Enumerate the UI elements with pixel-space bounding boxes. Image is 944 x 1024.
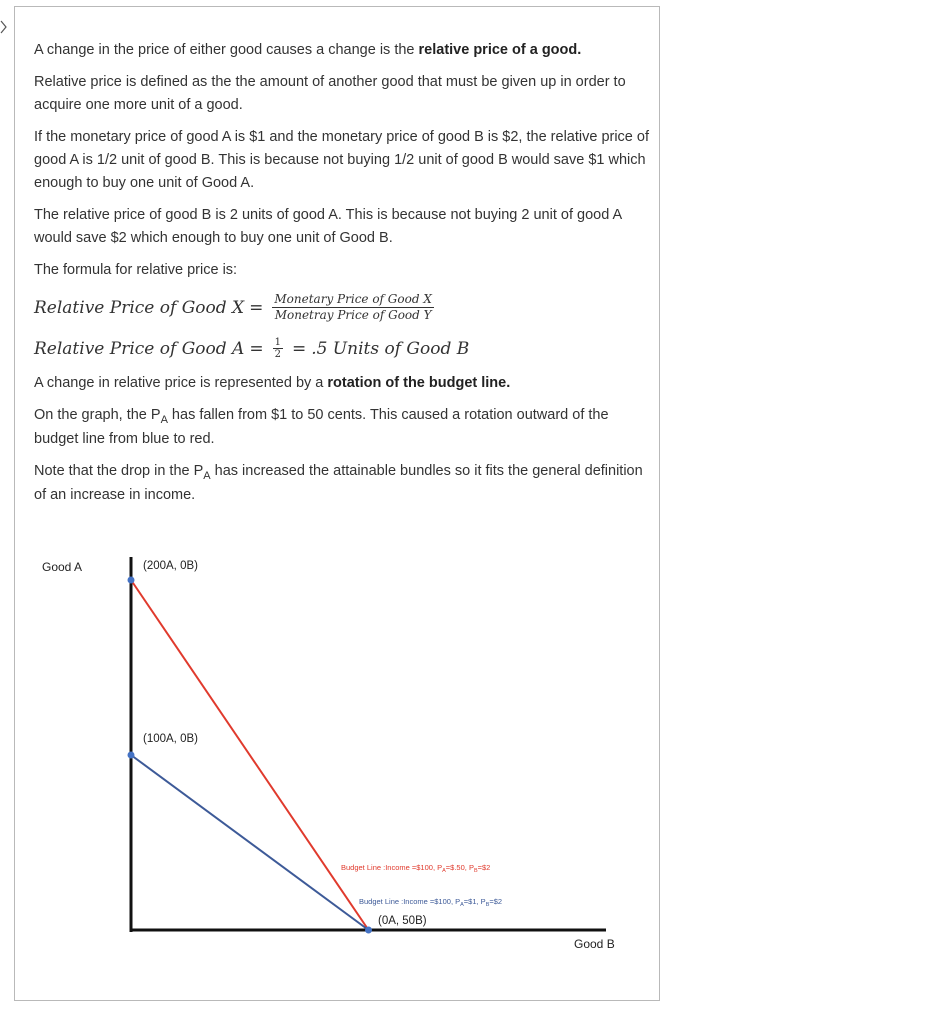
budget-line-red bbox=[131, 580, 369, 930]
chevron-right-icon bbox=[0, 20, 8, 34]
legend-blue-budget-line: Budget Line :Income =$100, $P_A=\$1$, $P_B=\$2$ bbox=[359, 897, 503, 908]
x-axis-label: Good B bbox=[574, 937, 615, 951]
paragraph-intro: A change in the price of either good causes a change is the relative price of a good. bbox=[34, 42, 582, 58]
label-100a-0b: (100A, 0B) bbox=[143, 733, 198, 745]
budget-line-blue bbox=[131, 755, 369, 930]
y-axis-label: Good A bbox=[42, 560, 83, 574]
point-0a-50b bbox=[365, 927, 372, 934]
bold-rotation: rotation of the budget line. bbox=[327, 375, 511, 391]
formula-half: $\frac{1}{2}$ bbox=[274, 337, 281, 360]
paragraph-definition: Relative price is defined as the the amount of another good that must be given up in order to acquire one more unit of a good. bbox=[34, 74, 626, 113]
budget-line-graph bbox=[31, 547, 661, 987]
legend-red-budget-line: Budget Line :Income =$100, $P_A=\$.50$, $P_B=\$2$ bbox=[341, 863, 491, 874]
paragraph-example-a: If the monetary price of good A is $1 and the monetary price of good B is $2, the relative price of good A is 1/2 unit of good B. This is because not buying 1/2 unit of good B would save $1 which enough to buy one unit of Good A. bbox=[34, 129, 649, 191]
paragraph-graph-description: On the graph, the $P_A$ has fallen from $1 to 50 cents. This caused a rotation outward of the budget line from blue to red. bbox=[34, 407, 609, 447]
explanation-text bbox=[34, 39, 654, 516]
content-card bbox=[14, 6, 660, 1001]
bold-relative-price: relative price of a good. bbox=[418, 42, 582, 58]
paragraph-note: Note that the drop in the $P_A$ has increased the attainable bundles so it fits the general definition of an increase in income. bbox=[34, 463, 643, 503]
point-100a-0b bbox=[128, 752, 135, 759]
chart-svg bbox=[31, 547, 661, 987]
paragraph-rotation: A change in relative price is represented by a rotation of the budget line. bbox=[34, 375, 511, 391]
point-200a-0b bbox=[128, 577, 135, 584]
label-200a-0b: (200A, 0B) bbox=[143, 560, 198, 572]
label-0a-50b: (0A, 50B) bbox=[378, 915, 427, 927]
formula-fraction: $\frac{\text{Monetary Price of Good X}}{\text{Monetray Price of Good Y}}$ bbox=[274, 292, 432, 322]
paragraph-formula-intro: The formula for relative price is: bbox=[34, 262, 238, 278]
formula-relative-price: Relative Price of Good X = $\frac{\text{Monetary Price of Good X}}{\text{Monetray Price of Good Y}}$ bbox=[34, 292, 432, 322]
formula-good-a: Relative Price of Good A = $\frac{1}{2}$ = .5 Units of Good B bbox=[34, 337, 470, 360]
paragraph-example-b: The relative price of good B is 2 units of good A. This is because not buying 2 unit of good A would save $2 which enough to buy one unit of Good B. bbox=[34, 207, 622, 246]
